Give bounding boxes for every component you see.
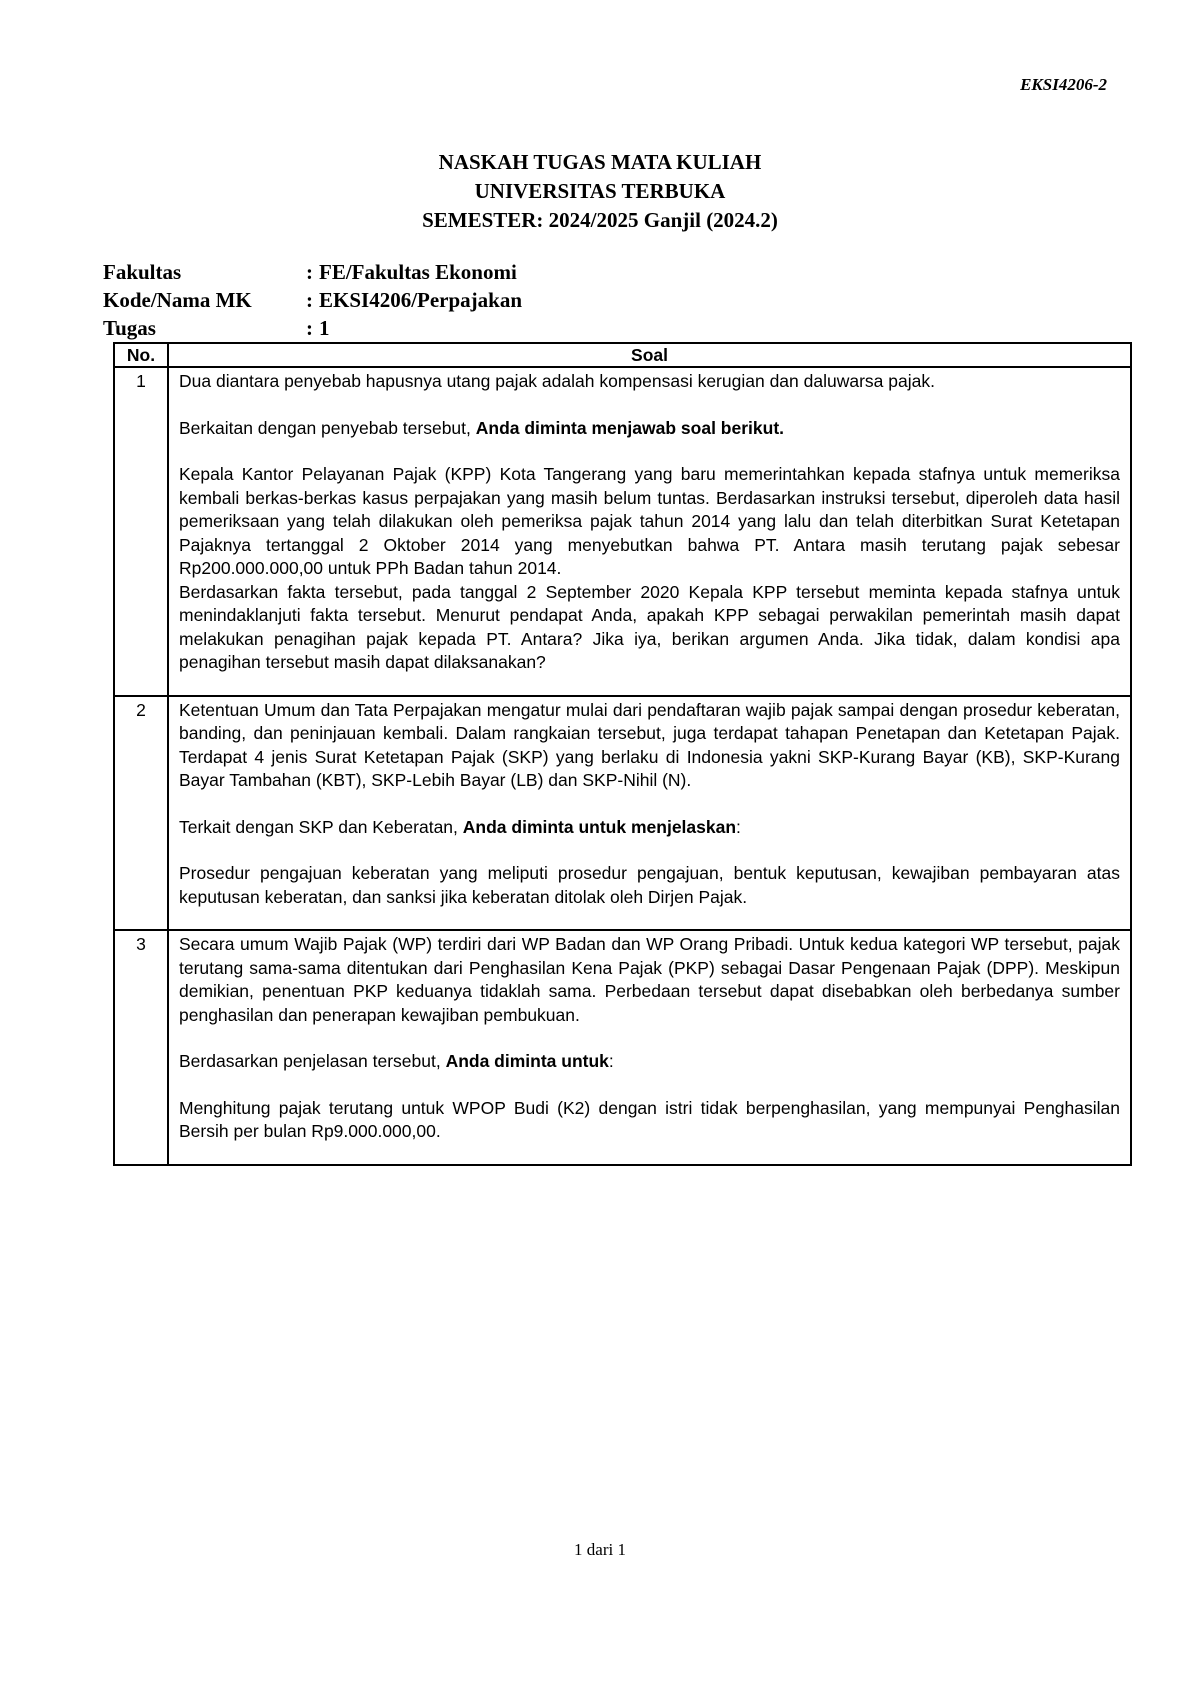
fakultas-row <box>103 258 522 286</box>
colon: : <box>306 288 313 312</box>
course-info <box>103 258 522 342</box>
title-line-3: SEMESTER: 2024/2025 Ganjil (2024.2) <box>422 208 778 232</box>
mk-label: Kode/Nama MK <box>103 288 252 312</box>
instruction-punct: : <box>608 1051 614 1071</box>
page-number: 1 dari 1 <box>574 1540 626 1559</box>
tugas-value: 1 <box>319 316 330 340</box>
colon: : <box>306 260 313 284</box>
instruction-bold: Anda diminta untuk <box>445 1051 609 1071</box>
table-row <box>114 367 1131 696</box>
question-content <box>168 367 1131 696</box>
q3-paragraph-3: Menghitung pajak terutang untuk WPOP Budi (K2) dengan istri tidak berpenghasilan, yang mempunyai Penghasilan Bersih per bulan Rp9.000.000,00. <box>179 1097 1120 1141</box>
tugas-row <box>103 314 522 342</box>
q2-instruction <box>179 816 1120 840</box>
question-number: 3 <box>114 930 168 1165</box>
q2-paragraph-1: Ketentuan Umum dan Tata Perpajakan mengatur mulai dari pendaftaran wajib pajak sampai dengan prosedur keberatan, banding, dan peninjauan kembali. Dalam rangkaian tersebut, juga terdapat tahapan Penetapan dan Ketetapan Pajak. Terdapat 4 jenis Surat Ketetapan Pajak (SKP) yang berlaku di Indonesia yakni SKP-Kurang Bayar (KB), SKP-Kurang Bayar Tambahan (KBT), SKP-Lebih Bayar (LB) dan SKP-Nihil (N). <box>179 699 1120 790</box>
q2-paragraph-3: Prosedur pengajuan keberatan yang meliputi prosedur pengajuan, bentuk keputusan, kewajiban pembayaran atas keputusan keberatan, dan sanksi jika keberatan ditolak oleh Dirjen Pajak. <box>179 863 1120 907</box>
table-row <box>114 930 1131 1165</box>
instruction-punct: . <box>779 417 785 438</box>
mk-value: EKSI4206/Perpajakan <box>319 288 523 312</box>
table-header-row <box>114 343 1131 367</box>
question-content <box>168 696 1131 931</box>
fakultas-value: FE/Fakultas Ekonomi <box>319 260 517 284</box>
question-table <box>113 342 1132 1166</box>
q3-paragraph-1: Secara umum Wajib Pajak (WP) terdiri dari WP Badan dan WP Orang Pribadi. Untuk kedua kategori WP tersebut, pajak terutang sama-sama ditentukan dari Penghasilan Kena Pajak (PKP) sebagai Dasar Pengenaan Pajak (DPP). Meskipun demikian, penentuan PKP keduanya tidaklah sama. Perbedaan tersebut dapat disebabkan oleh berbedanya sumber penghasilan dan penerapan kewajiban pembukuan. <box>179 934 1120 1025</box>
header-no: No. <box>114 343 168 367</box>
instruction-text: Berdasarkan penjelasan tersebut, <box>179 1051 446 1071</box>
q1-paragraph-3: Kepala Kantor Pelayanan Pajak (KPP) Kota Tangerang yang baru memerintahkan kepada stafnya untuk memeriksa kembali berkas-berkas kasus perpajakan yang masih belum tuntas. Berdasarkan instruksi tersebut, diperoleh data hasil pemeriksaan yang telah dilakukan oleh pemeriksa pajak tahun 2014 yang lalu dan telah diterbitkan Surat Ketetapan Pajaknya tertanggal 2 Oktober 2014 yang menyebutkan bahwa PT. Antara masih terutang pajak sebesar Rp200.000.000,00 untuk PPh Badan tahun 2014. <box>179 464 1120 578</box>
title-line-2: UNIVERSITAS TERBUKA <box>474 179 726 203</box>
question-number: 2 <box>114 696 168 931</box>
colon: : <box>306 316 313 340</box>
header-soal: Soal <box>168 343 1131 367</box>
instruction-bold: Anda diminta untuk menjelaskan <box>462 816 737 837</box>
instruction-punct: : <box>736 816 741 837</box>
table-row <box>114 696 1131 931</box>
instruction-text: Terkait dengan SKP dan Keberatan, <box>179 816 463 837</box>
instruction-bold: Anda diminta menjawab soal berikut <box>475 417 780 438</box>
tugas-label: Tugas <box>103 316 156 340</box>
fakultas-label: Fakultas <box>103 260 182 284</box>
question-content <box>168 930 1131 1165</box>
q3-instruction <box>179 1050 1120 1074</box>
title-line-1: NASKAH TUGAS MATA KULIAH <box>438 150 762 174</box>
mk-row <box>103 286 522 314</box>
question-number: 1 <box>114 367 168 696</box>
document-title <box>0 148 1200 235</box>
instruction-text: Berkaitan dengan penyebab tersebut, <box>179 417 476 438</box>
q1-paragraph-1: Dua diantara penyebab hapusnya utang pajak adalah kompensasi kerugian dan daluwarsa pajak. <box>179 371 935 391</box>
q1-instruction <box>179 417 1120 441</box>
q1-paragraph-4: Berdasarkan fakta tersebut, pada tanggal 2 September 2020 Kepala KPP tersebut meminta kepada stafnya untuk menindaklanjuti fakta tersebut. Menurut pendapat Anda, apakah KPP sebagai perwakilan pemerintah masih dapat melakukan penagihan pajak kepada PT. Antara? Jika iya, berikan argumen Anda. Jika tidak, dalam kondisi apa penagihan tersebut masih dapat dilaksanakan? <box>179 581 1120 672</box>
document-code: EKSI4206-2 <box>1020 75 1107 94</box>
